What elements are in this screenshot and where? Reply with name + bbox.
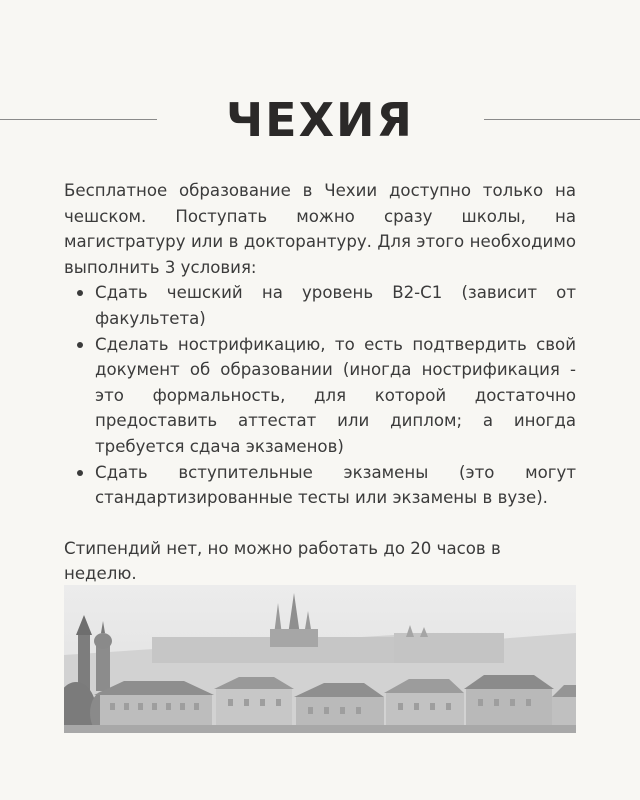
title-row <box>0 88 640 152</box>
prague-skyline-photo <box>64 585 576 733</box>
body-text <box>64 178 576 587</box>
condition-item: Сдать вступительные экзамены (это могут стандартизированные тесты или экзамены в вузе). <box>95 460 576 511</box>
condition-item: Сделать нострификацию, то есть подтвердить свой документ об образовании (иногда нострификация - это формальность, для которой достаточно предоставить аттестат или диплом; а иногда требуется сдача экзаменов) <box>95 332 576 460</box>
page-title: ЧЕХИЯ <box>226 93 414 147</box>
title-divider-right <box>484 119 640 120</box>
footer-note: Стипендий нет, но можно работать до 20 часов в неделю. <box>64 538 501 584</box>
condition-item: Сдать чешский на уровень B2-C1 (зависит от факультета) <box>95 280 576 331</box>
conditions-list <box>64 280 576 510</box>
intro-paragraph: Бесплатное образование в Чехии доступно только на чешском. Поступать можно сразу школы, на магистратуру или в докторантуру. Для этого необходимо выполнить 3 условия: <box>64 181 576 277</box>
